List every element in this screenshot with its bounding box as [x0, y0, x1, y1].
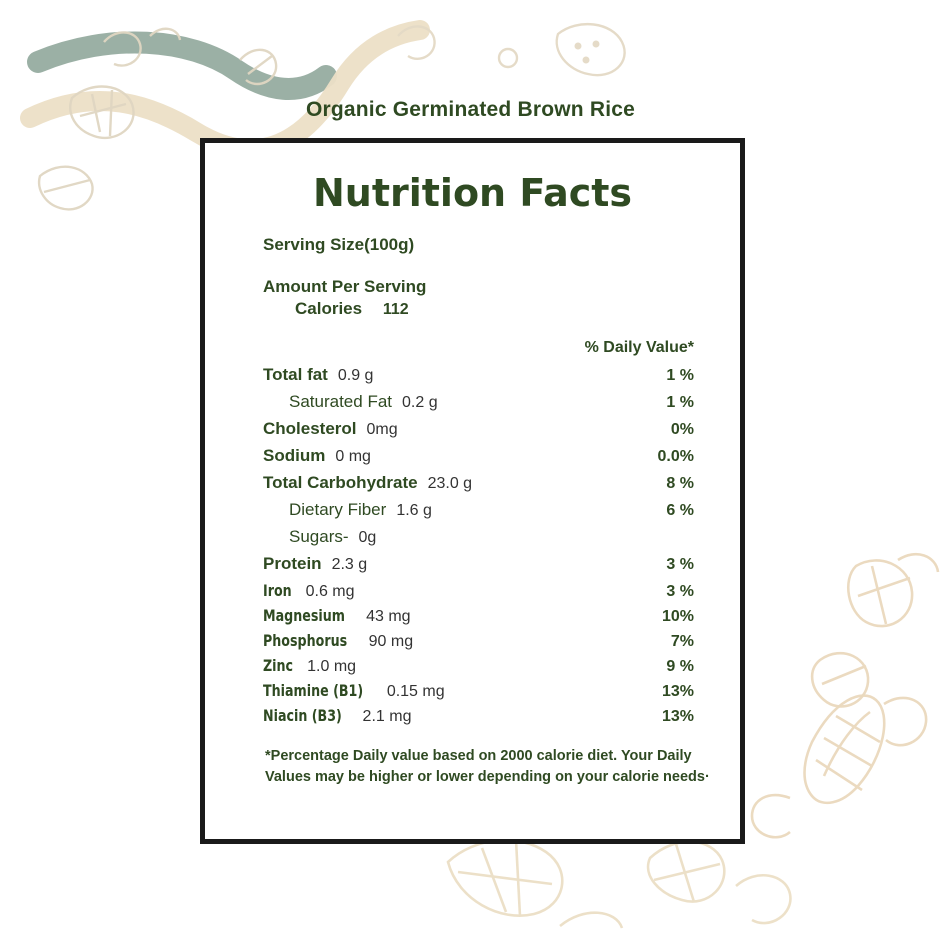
nutrient-daily-value: 1 % — [666, 394, 694, 411]
nutrient-row — [263, 392, 694, 412]
nutrient-daily-value: 0.0% — [657, 448, 694, 465]
nutrient-left — [263, 365, 373, 385]
nutrient-left — [263, 500, 432, 520]
nutrient-left — [263, 554, 367, 574]
nutrient-row — [263, 365, 694, 385]
nutrient-left — [263, 631, 413, 651]
nutrient-name: Cholesterol — [263, 419, 357, 438]
nutrient-value: 43 mg — [366, 608, 411, 625]
nutrient-value: 0.2 g — [402, 394, 438, 411]
nutrient-rows — [263, 365, 712, 726]
nutrient-daily-value: 0% — [670, 421, 694, 438]
nutrient-value: 1.0 mg — [307, 658, 357, 675]
nutrient-daily-value: 9 % — [666, 658, 694, 675]
nutrient-daily-value: 13% — [661, 683, 694, 700]
nutrient-daily-value: 3 % — [666, 583, 694, 600]
nutrient-name: Protein — [263, 554, 322, 573]
nutrient-left — [263, 706, 411, 726]
calories-value: 112 — [382, 301, 409, 318]
nutrient-value: 2.3 g — [331, 556, 368, 573]
nutrient-left — [263, 419, 398, 439]
nutrient-name: Niacin (B3) — [263, 706, 342, 725]
nutrient-daily-value: 7% — [670, 633, 694, 650]
serving-size: Serving Size(100g) — [263, 235, 415, 254]
nutrient-name: Thiamine (B1) — [263, 681, 364, 700]
nutrient-name: Total Carbohydrate — [263, 473, 418, 492]
nutrient-row — [263, 656, 694, 676]
amount-per-serving-label: Amount Per Serving — [263, 277, 427, 296]
nutrient-left — [263, 606, 411, 626]
nutrient-daily-value: 13% — [661, 708, 694, 725]
nutrient-name: Phosphorus — [263, 631, 348, 650]
nutrient-daily-value: 3 % — [666, 556, 694, 573]
nutrient-name: Total fat — [263, 365, 328, 384]
nutrient-value: 2.1 mg — [362, 708, 412, 725]
nutrition-facts-heading: Nutrition Facts — [312, 171, 633, 215]
nutrient-name: Dietary Fiber — [289, 500, 387, 519]
nutrition-facts-panel — [200, 138, 745, 844]
nutrient-row — [263, 631, 694, 651]
nutrient-row — [263, 446, 694, 466]
nutrient-value: 0g — [358, 529, 377, 546]
nutrient-daily-value: 8 % — [666, 475, 694, 492]
nutrient-row — [263, 681, 694, 701]
nutrient-value: 0 mg — [335, 448, 371, 465]
nutrient-left — [263, 681, 445, 701]
nutrient-left — [263, 656, 356, 676]
nutrient-row — [263, 473, 694, 493]
nutrient-left — [263, 392, 438, 412]
nutrient-value: 1.6 g — [396, 502, 432, 519]
nutrient-row — [263, 419, 694, 439]
nutrient-name: Zinc — [263, 656, 294, 675]
nutrient-daily-value: 1 % — [666, 367, 694, 384]
calories-label: Calories — [295, 299, 363, 318]
nutrient-value: 0.15 mg — [386, 683, 445, 700]
nutrient-value: 23.0 g — [427, 475, 473, 492]
daily-value-footnote: *Percentage Daily value based on 2000 calorie diet. Your Daily Values may be higher or lower depending on your calorie needs· — [265, 748, 710, 786]
nutrient-name: Saturated Fat — [289, 392, 393, 411]
nutrient-row — [263, 527, 694, 547]
nutrient-left — [263, 527, 376, 547]
nutrient-value: 0.9 g — [337, 367, 374, 384]
nutrient-left — [263, 581, 355, 601]
nutrient-row — [263, 500, 694, 520]
product-title: Organic Germinated Brown Rice — [305, 98, 636, 121]
nutrient-value: 0.6 mg — [305, 583, 355, 600]
nutrient-name: Magnesium — [263, 606, 345, 625]
nutrient-daily-value: 6 % — [666, 502, 694, 519]
nutrient-value: 90 mg — [368, 633, 414, 650]
nutrient-left — [263, 473, 472, 493]
nutrient-row — [263, 581, 694, 601]
nutrient-name: Sodium — [263, 446, 326, 465]
nutrient-daily-value: 10% — [661, 608, 694, 625]
nutrient-value: 0mg — [366, 421, 398, 438]
nutrient-row — [263, 554, 694, 574]
nutrient-row — [263, 706, 694, 726]
nutrient-left — [263, 446, 371, 466]
nutrient-name: Sugars- — [289, 527, 349, 546]
calories-row — [295, 299, 712, 319]
nutrient-row — [263, 606, 694, 626]
daily-value-header: % Daily Value* — [584, 339, 694, 356]
nutrient-name: Iron — [263, 581, 292, 600]
